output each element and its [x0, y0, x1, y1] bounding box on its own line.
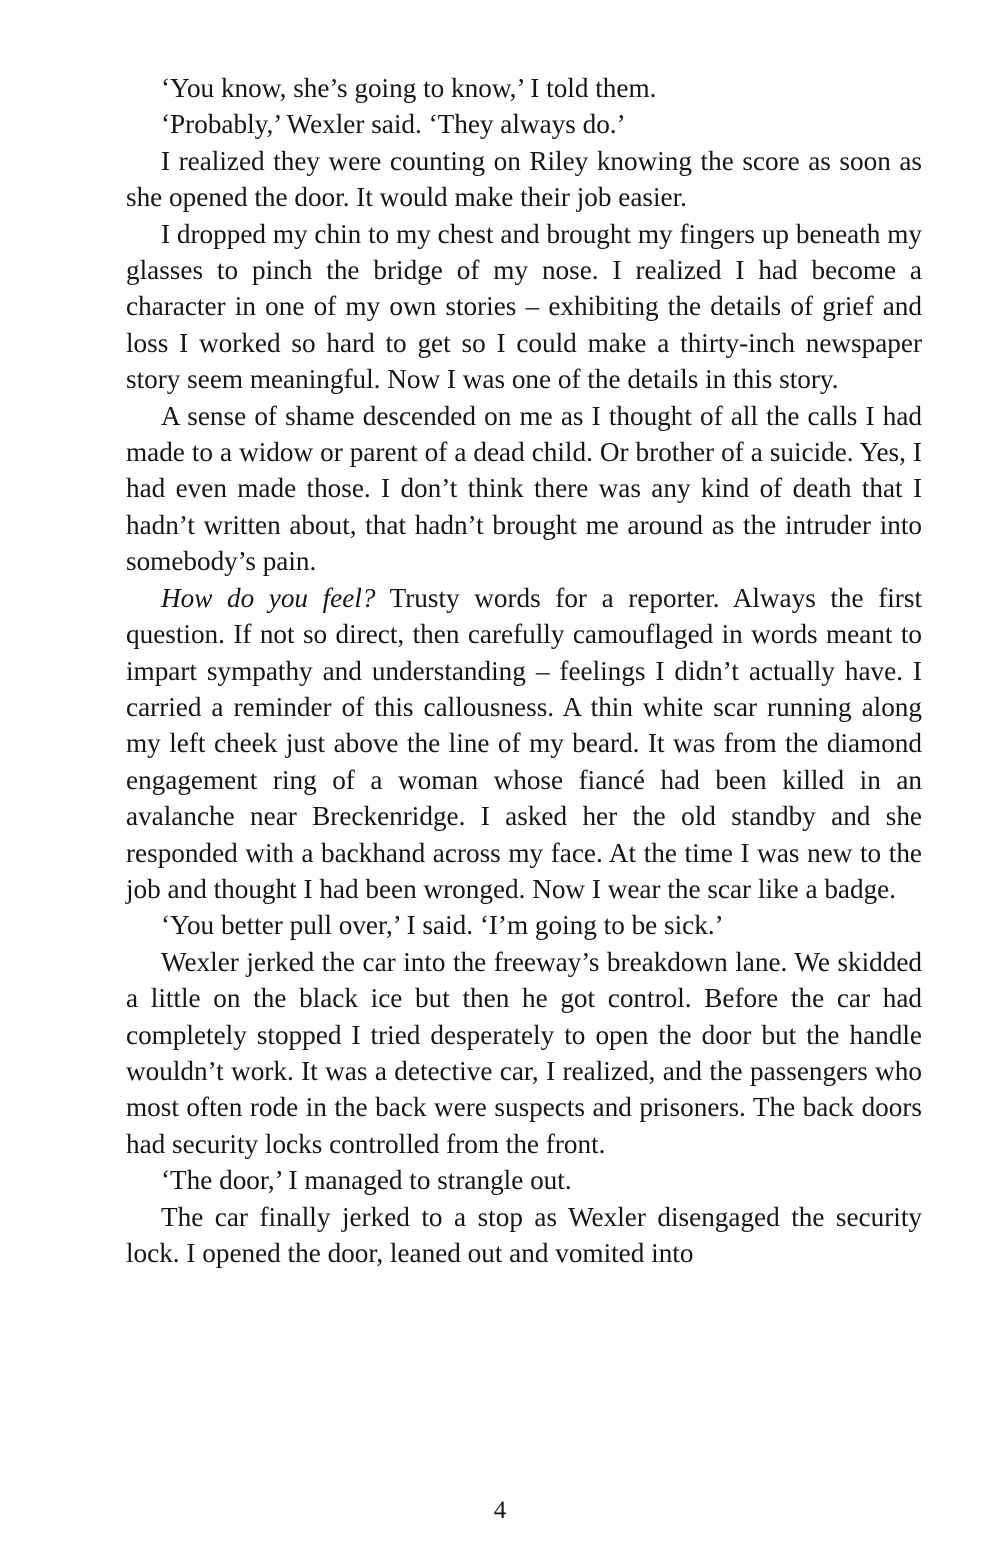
paragraph-6 [126, 580, 922, 908]
paragraph-1: ‘You know, she’s going to know,’ I told them. [161, 73, 657, 103]
body-text [126, 70, 922, 1271]
paragraph-10: The car finally jerked to a stop as Wexler disengaged the security lock. I opened the door, leaned out and vomited into [126, 1201, 922, 1268]
paragraph-8: Wexler jerked the car into the freeway’s breakdown lane. We skidded a little on the black ice but then he got control. Before the car had completely stopped I tried desperately to open the door but the handle wouldn’t work. It was a detective car, I realized, and the passengers who most often rode in the back were suspects and prisoners. The back doors had security locks controlled from the front. [126, 946, 922, 1159]
paragraph-4: I dropped my chin to my chest and brought my fingers up beneath my glasses to pinch the bridge of my nose. I realized I had become a character in one of my own stories – exhibiting the details of grief and loss I worked so hard to get so I could make a thirty-inch newspaper story seem meaningful. Now I was one of the details in this story. [126, 218, 922, 395]
paragraph-2: ‘Probably,’ Wexler said. ‘They always do.’ [161, 109, 626, 140]
paragraph-5: A sense of shame descended on me as I thought of all the calls I had made to a widow or parent of a dead child. Or brother of a suicide. Yes, I had even made those. I don’t think there was any kind of death that I hadn’t written about, that hadn’t brought me around as the intruder into somebody’s pain. [126, 400, 922, 577]
paragraph-7: ‘You better pull over,’ I said. ‘I’m going to be sick.’ [161, 910, 724, 941]
paragraph-3: I realized they were counting on Riley knowing the score as soon as she opened the door. It would make their job easier. [126, 145, 922, 213]
paragraph-9: ‘The door,’ I managed to strangle out. [161, 1165, 572, 1196]
paragraph-6-text: Trusty words for a reporter. Always the first question. If not so direct, then carefully camouflaged in words meant to impart sympathy and understanding – feelings I didn’t actually have. I carried a reminder of this callousness. A thin white scar running along my left cheek just above the line of my beard. It was from the diamond engagement ring of a woman whose fiancé had been killed in an avalanche near Breckenridge. I asked her the old standby and she responded with a backhand across my face. At the time I was new to the job and thought I had been wronged. Now I wear the scar like a badge. [126, 582, 922, 904]
italic-question: How do you feel? [161, 582, 376, 613]
page-number: 4 [493, 1497, 507, 1524]
